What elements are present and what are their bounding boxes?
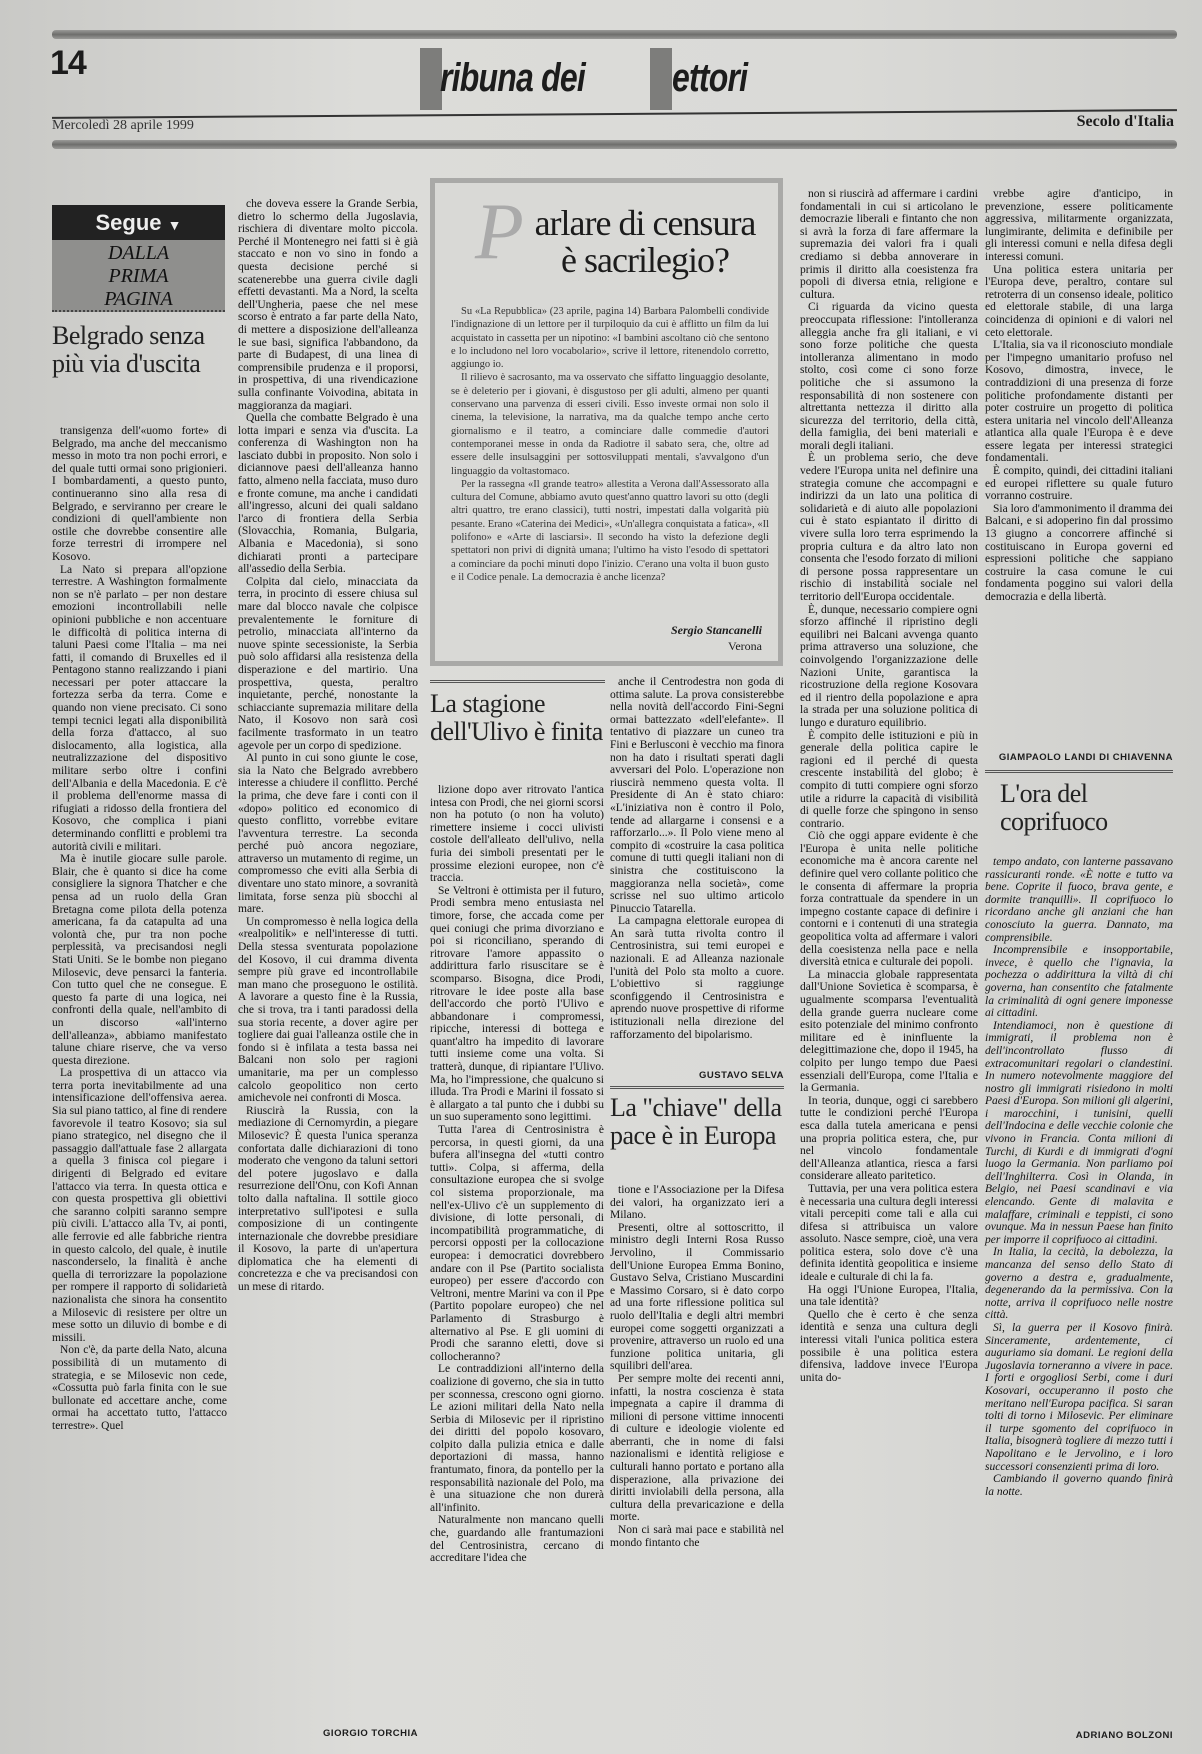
paragraph: Cambiando il governo quando finirà la notte. [985, 1473, 1173, 1498]
arrow-down-icon: ▼ [167, 217, 182, 233]
letter-city: Verona [728, 639, 762, 653]
paragraph: Una politica estera unitaria per l'Europa deve, peraltro, contare sul retroterra di un consenso ideale, politico ed elettorale stabile, di una larga coincidenza di opinioni e di valori nel ceto elettorale. [985, 263, 1173, 339]
paragraph: Non ci sarà mai pace e stabilità nel mondo fintanto che [610, 1524, 784, 1549]
segue-label: Segue [95, 210, 162, 235]
issue-date: Mercoledì 28 aprile 1999 [52, 118, 194, 133]
paragraph: non si riuscirà ad affermare i cardini fondamentali in cui si articolano le democrazie liberali e fintanto che non si avrà la forza di fare affermare la supremazia dei valori fra i quali crediamo si debba annoverare in primis il diritto alla coesistenza fra popoli di diversa etnia, religione e cultura. [800, 188, 978, 301]
header-bottom-rule [52, 140, 1177, 149]
segue-sub: PRIMA [108, 265, 169, 287]
paragraph: che doveva essere la Grande Serbia, dietro lo schermo della Jugoslavia, rischiera di diventare molto piccola. Perché il Montenegro nei fatti si è già staccato e non vo sino in fondo a questa decisione perché si scatenerebbe una guerra civile dagli effetti devastanti. Ma a Nord, la scelta dell'Ungheria, paese che nel mese scorso è entrato a far parte della Nato, di mettere a disposizione dell'alleanza le sue basi, significa l'abbandono, da parte di Budapest, di una linea di comprensibile prudenza e il proporsi, in prospettiva, di una rivendicazione sulla confinante Voivodina, abitata in maggioranza da magiari. [238, 198, 418, 412]
paragraph: Ciò che oggi appare evidente è che l'Europa è unita nelle politiche economiche ma è ancora carente nel definire quel vero collante politico che le consenta di affermare la propria forza contrattuale da spendere in un impegno costante capace di definire i contorni e i contenuti di una strategia geopolitica volta ad affermare i valori della coesistenza nella pace e nella diversità etnica e culturale dei popoli. [800, 830, 978, 969]
paragraph: anche il Centrodestra non goda di ottima salute. La prova consisterebbe nella novità dell'accordo Fini-Segni ormai battezzato «dell'elefante». Il tentativo di piazzare un cuneo tra Fini e Berlusconi è vecchio ma finora non ha dato i risultati sperati dagli avversari del Polo. L'operazione non riuscirà nemmeno questa volta. Il Presidente di An è stato chiaro: «L'iniziativa non è contro il Polo, tende ad allargarne i consensi e a rafforzarlo...». Il Polo viene meno al compito di «costruire la casa politica comune di tutti quegli italiani non di sinistra che costituiscono la maggioranza nella società», come scrisse nel suo ultimo articolo Pinuccio Tatarella. [610, 676, 784, 915]
article-column [52, 425, 227, 1433]
paragraph: Per la rassegna «Il grande teatro» allestita a Verona dall'Assessorato alla cultura del Comune, abbiamo avuto quest'anno quattro lavori su otto (degli altri quattro, tre erano classici), tutti nostri, impestati dalla volgarità più pesante. Erano «Caterina dei Medici», «Un'allegra conquistata a fatica», «Il polifono» e «Arte di lasciarsi». Il secondo ha visto la defezione degli spettatori non privi di dignità umana; l'ultimo ha visto l'esodo di spettatori a cominciare da pochi minuti dopo l'inizio. C'erano una volta il buon gusto e il Codice penale. La democrazia è anche licenza? [451, 478, 769, 583]
paragraph: Non c'è, da parte della Nato, alcuna possibilità di un mutamento di strategia, e se Milosevic non cede, «Cossutta può farla finita con le sue bullonate ed accettare anche, come ormai ha accettato tutto, l'attacco terrestre». Quel [52, 1344, 227, 1432]
article-column [238, 198, 418, 1294]
article-column [985, 188, 1173, 604]
paragraph: Su «La Repubblica» (23 aprile, pagina 14) Barbara Palombelli condivide l'indignazione di un lettore per il turpiloquio da cui è afflitto un film da lui acquistato in cassetta per un nipotino: «I bambini ascoltano ciò che sentono e lo includono nel loro vocabolario», scrive il lettore, ritenendolo corretto, aggiungo io. [451, 306, 769, 371]
newspaper-name: Secolo d'Italia [1076, 113, 1174, 130]
paragraph: Sia loro d'ammonimento il dramma dei Balcani, e si adoperino fin dal prossimo 13 giugno a concorrere affinché si costituiscano in Europa governi ed espressioni politiche che sappiano costruire la casa comune le cui fondamenta poggino sui valori della democrazia e della libertà. [985, 502, 1173, 603]
masthead [420, 44, 810, 114]
top-rule [52, 30, 1177, 39]
paragraph: Il rilievo è sacrosanto, ma va osservato che siffatto linguaggio desolante, se è deleterio per i giovani, è disgustoso per gli adulti, almeno per quanti conservano una parvenza di esseri civili. Esso investe ormai non solo il cinema, la televisione, la narrativa, ma da qualche tempo anche certo giornalismo e il teatro, a cominciare dalle commedie d'autori contemporanei messe in onda da Radiotre il sabato sera, che, oltre ad essere delle insulsaggini per sottosviluppati mentali, s'avvalgono d'un linguaggio da voltastomaco. [451, 372, 769, 477]
byline: GIORGIO TORCHIA [323, 1728, 418, 1739]
masthead-title-part2: ettori [672, 56, 748, 100]
segue-sub: PAGINA [104, 288, 173, 310]
divider [430, 680, 605, 683]
paragraph: Un compromesso è nella logica della «realpolitik» e nell'interesse di tutti. Della stessa sventurata popolazione del Kosovo, il cui dramma diventa sempre più grave ed incontrollabile man mano che proseguono le ostilità. A lavorare a questo fine è la Russia, che si trova, tra i tanti paradossi della sua storia recente, a dover agire per togliere dai guai l'alleanza ostile che in fondo si è infilata a testa bassa nei Balcani non solo per ragioni umanitarie, ma per un complesso calcolo geopolitico non certo amichevole nei confronti di Mosca. [238, 915, 418, 1105]
paragraph: Per sempre molte dei recenti anni, infatti, la nostra coscienza è stata impegnata a capire il dramma di milioni di persone vittime innocenti di culture e ideologie violente ed aberranti, che in nome di falsi nazionalismi e identità religiose e culturali hanno portato e portano alla disperazione, alla privazione dei diritti inviolabili della persona, alla cultura della prevaricazione e della morte. [610, 1372, 784, 1524]
paragraph: vrebbe agire d'anticipo, in prevenzione, essere politicamente aggressiva, militarmente organizzata, lungimirante, delimita e definibile per gli interessi comuni e nella difesa degli interessi comuni. [985, 188, 1173, 263]
divider [610, 1086, 784, 1089]
masthead-title-part1: ribuna dei [440, 56, 585, 100]
paragraph: La prospettiva di un attacco via terra porta inevitabilmente ad una intensificazione dell'offensiva aerea. Sia sul piano tattico, al fine di rendere favorevole il teatro Kosovo; sia sul piano strategico, nel disegno che il passaggio dall'attuale fase 2 allargata a quella 3 finisca col piegare i dirigenti di Belgrado ed evitare l'attacco via terra. In questa ottica e con questa prospettiva gli obiettivi che saranno colpiti saranno sempre più civili. L'attacco alla Tv, ai ponti, alle ferrovie ed alle fabbriche rientra in questo calcolo, del quale, è inutile nasconderselo, la finalità è anche quella di terrorizzare la popolazione per rompere il rapporto di solidarietà nazionalista che sinora ha consentito a Milosevic di resistere per oltre un mese sotto un diluvio di bombe e di missili. [52, 1067, 227, 1344]
paragraph: Ha oggi l'Unione Europea, l'Italia, una tale identità? [800, 1283, 978, 1309]
paragraph: Ci riguarda da vicino questa preoccupata riflessione: l'intolleranza alleggia anche fra gli italiani, e vi sono forze politiche che questa intolleranza alimentano in modo stolto, così come ci sono forze politiche che si assumono la responsabilità di non sostenere con altrettanta nettezza il diritto alla sicurezza del territorio, della città, della famiglia, dei beni materiali e morali degli italiani. [800, 301, 978, 452]
article-headline: La "chiave" della pace è in Europa [610, 1093, 782, 1150]
paragraph: tione e l'Associazione per la Difesa dei valori, ha organizzato ieri a Milano. [610, 1184, 784, 1222]
paragraph: Intendiamoci, non è questione di immigrati, il problema non è dell'incontrollato flusso di extracomunitari regolari o clandestini. In numero notevolmente maggiore del nostro gli immigrati risiedono in molti Paesi d'Europa. Son milioni gli algerini, i marocchini, i tunisini, quelli dell'Indocina e delle vecchie colonie che vivono in Francia. Conta milioni di Turchi, di Kurdi e di immigrati d'ogni luogo la Germania. Non parliamo poi dell'Inghilterra. Così in Olanda, in Belgio, nei Paesi scandinavi e via elencando. Gente di malavita e malaffare, criminali e teppisti, ci sono ovunque. Ma in nessun Paese han finito per imporre il coprifuoco ai cittadini. [985, 1019, 1173, 1246]
paragraph: È compito delle istituzioni e più in generale della politica capire le ragioni ed il perché di questa crescente instabilità del globo; è compito di tutti compiere ogni sforzo utile a ridurre la capacità di visibilità di quelle forze che spingono in senso contrario. [800, 729, 978, 830]
letter-title: arlare di censura è sacrilegio? [534, 203, 756, 280]
paragraph: Tuttavia, per una vera politica estera è necessaria una cultura degli interessi vitali percepiti come tali e alla cui difesa si attribuisca un valore assoluto. Nasce sempre, cioè, una vera politica estera, solo dove c'è una definita identità geopolitica e insieme ideale e culturale di chi la fa. [800, 1182, 978, 1284]
paragraph: Le contraddizioni all'interno della coalizione di governo, che sia in tutto per sconnessa, crescono ogni giorno. Le azioni militari della Nato nella Serbia di Milosevic per il ripristino dei diritti del popolo kosovaro, colpito dalla pulizia etnica e dalle deportazioni di massa, hanno frantumato, finora, da pontello per la responsabilità nazionale del Polo, ma è una situazione che non durerà all'infinito. [430, 1363, 604, 1514]
paragraph: Quella che combatte Belgrado è una lotta impari e senza via d'uscita. La conferenza di Washington non ha lasciato dubbi in proposito. Non solo i diciannove paesi dell'alleanza hanno fatto, almeno nella facciata, muso duro e fronte comune, ma anche i candidati all'ingresso, alcuni dei quali saldano l'arco di frontiera della Serbia (Slovacchia, Romania, Bulgaria, Albania e Macedonia), si sono dichiarati pronti a partecipare all'assedio della Serbia. [238, 412, 418, 576]
article-headline: L'ora del coprifuoco [1000, 779, 1108, 836]
paragraph: È un problema serio, che deve vedere l'Europa unita nel definire una strategia comune che accompagni e indirizzi da un lato una politica di solidarietà e di aiuto alle popolazioni cui è stato espiantato il diritto di vivere sulla loro terra esprimendo la propria cultura e da altro lato non consenta che l'esodo forzato di milioni di persone possa rappresentare un rischio di instabilità sociale nel territorio dell'Europa occidentale. [800, 452, 978, 603]
article-column [430, 784, 604, 1565]
article-headline: Belgrado senza più via d'uscita [52, 321, 205, 378]
paragraph: Se Veltroni è ottimista per il futuro, Prodi sembra meno entusiasta nel timore, forse, che accada come per quei coniugi che prima divorziano e poi si riconciliano, sperando di ritrovare l'amore appassito o addirittura farlo risuscitare se è scomparso. Bisogna, dice Prodi, ritrovare le idee poste alla base dell'accordo che portò l'Ulivo e abbandonare i compromessi, ripicche, interessi di bottega e quant'altro ha impedito di lavorare tutti insieme come una volta. Si tratterà, dunque, di ripiantare l'Ulivo. Ma, ho l'impressione, che qualcuno si illuda. Tra Prodi e Marini il fossato si è allargato a tal punto che i dubbi su un suo superamento sono legittimi. [430, 884, 604, 1124]
article-headline: La stagione dell'Ulivo è finita [430, 689, 603, 746]
paragraph: Colpita dal cielo, minacciata da terra, in procinto di essere chiusa sul mare dal blocco navale che colpisce prevalentemente le forniture di petrolio, minacciata all'interno da nuove spinte secessioniste, la Serbia può solo affidarsi alla resistenza della disperazione e del martirio. Una prospettiva, questa, peraltro inquietante, perché, nonostante la schiacciante supremazia militare della Nato, il Kosovo non sarà così facilmente trasformato in un teatro agevole per un corpo di spedizione. [238, 575, 418, 752]
paragraph: La minaccia globale rappresentata dall'Unione Sovietica è scomparsa, è ugualmente scomparsa l'eventualità della grande guerra nucleare come esito potenziale del minimo confronto militare ed è ininfluente la delegittimazione che, dopo il 1945, ha colpito per lungo tempo due Paesi essenziali dell'Europa, come l'Italia e la Germania. [800, 968, 978, 1095]
letter-box [430, 178, 783, 666]
paragraph: Sì, la guerra per il Kosovo finirà. Sinceramente, ardentemente, ci auguriamo sia domani. Le regioni della Jugoslavia torneranno a vivere in pace. I forti e orgogliosi Serbi, come i duri Kosovari, occuperanno il posto che meritano nell'Europa pacifica. Si saran tolti di torno i Milosevic. Per eliminare il turpe sgomento del coprifuoco in Italia, bisognerà togliere di mezzo tutti i Napolitano e le Jervolino, e i loro successori consenzienti prima di loro. [985, 1321, 1173, 1473]
paragraph: lizione dopo aver ritrovato l'antica intesa con Prodi, che nei giorni scorsi non ha potuto (o non ha voluto) rimettere insieme i cocci ulivisti costole dell'alleato dell'ulivo, nella furia dei simboli presentati per le prossime elezioni europee, non c'è traccia. [430, 784, 604, 885]
paragraph: Ma è inutile giocare sulle parole. Blair, che è quanto si dice ha come consigliere la signora Thatcher e che pensa ad un ruolo della Gran Bretagna come pilota della potenza americana, fa da catapulta ad una volontà che, pur tra non poche perplessità, va precisandosi negli Stati Uniti. Se le bombe non piegano Milosevic, deve pensarci la fanteria. Con tutto quel che ne consegue. E questo fa parte di una logica, nei confronti della quale, nell'ambito di un discorso «all'interno dell'alleanza», abbiamo manifestato talune chiare riserve, che va verso questa direzione. [52, 853, 227, 1067]
article-column [610, 676, 784, 1041]
drop-cap: P [475, 188, 524, 276]
segue-box [52, 205, 225, 312]
paragraph: Al punto in cui sono giunte le cose, sia la Nato che Belgrado avrebbero interesse a chiudere il conflitto. Perché la prima, che deve fare i conti con il «dopo» politico ed economico di questo conflitto, vorrebbe evitare l'avventura terrestre. La seconda perché può ancora negoziare, attraverso un mutamento di regime, un compromesso che eviti alla Serbia di diventare uno stato minore, a sovranità limitata, forse senza più sbocchi al mare. [238, 752, 418, 916]
paragraph: Naturalmente non mancano quelli che, guardando alle frantumazioni del Centrosinistra, cercano di accreditare l'idea che [430, 1514, 604, 1565]
segue-sub: DALLA [107, 242, 170, 264]
paragraph: È compito, quindi, dei cittadini italiani ed europei riflettere su quale futuro vorranno costruire. [985, 465, 1173, 503]
paragraph: Incomprensibile e insopportabile, invece, è quello che l'ignavia, la pochezza o addirittura la viltà di chi governa, han consentito che fatalmente la criminalità di ogni genere imponesse ai cittadini. [985, 944, 1173, 1020]
paragraph: In teoria, dunque, oggi ci sarebbero tutte le condizioni perché l'Europa esca dalla tutela americana e pensi una propria politica estera, che, pur nel vincolo fondamentale dell'Alleanza atlantica, riesca a farsi considerare alleato paritetico. [800, 1094, 978, 1183]
paragraph: Presenti, oltre al sottoscritto, il ministro degli Interni Rosa Russo Jervolino, il Commissario dell'Unione Europea Emma Bonino, Gustavo Selva, Cristiano Muscardini e Massimo Corsaro, si è dato corpo ad una forte riflessione politica sul ruolo dell'Italia e degli altri membri europei come soggetti organizzati a provenire, attraverso un ruolo ed una funzione politica unitaria, gli squilibri dell'area. [610, 1221, 784, 1373]
byline: GIAMPAOLO LANDI DI CHIAVENNA [998, 752, 1173, 763]
paragraph: La campagna elettorale europea di An sarà tutta rivolta contro il Centrosinistra, sui temi europei e nazionali. E ad Alleanza nazionale l'unità del Polo sta molto a cuore. L'obiettivo si raggiunge sconfiggendo il Centrosinistra e aprendo nuove prospettive di riforme istituzionali nella direzione del rafforzamento del bipolarismo. [610, 915, 784, 1041]
paragraph: tempo andato, con lanterne passavano rassicuranti ronde. «È notte e tutto va bene. Coprite il fuoco, brava gente, e dormite tranquilli». Il coprifuoco lo ricordano anche gli anziani che han conosciuto la guerra. Dannato, ma comprensibile. [985, 856, 1173, 944]
paragraph: L'Italia, sia va il riconosciuto mondiale per l'impegno umanitario profuso nel Kosovo, dimostra, invece, le contraddizioni di una presenza di forze politiche profondamente distanti per poter costruire un progetto di politica estera unitaria nel vincolo dell'Alleanza atlantica alla quale l'Europa è e deve essere legata per interessi strategici fondamentali. [985, 339, 1173, 465]
paragraph: In Italia, la cecità, la debolezza, la mancanza del senso dello Stato di governo a destra e, gradualmente, degenerando da la permissiva. Con la notte, arriva il coprifuoco nelle nostre città. [985, 1246, 1173, 1322]
byline: ADRIANO BOLZONI [1075, 1730, 1173, 1741]
page-number: 14 [50, 44, 86, 82]
paragraph: La Nato si prepara all'opzione terrestre. A Washington formalmente non se n'è parlato – per non destare emozioni incontrollabili nelle opinioni pubbliche e non accentuare le difficoltà di politica interna di taluni Paesi come l'Italia – ma nei fatti, il comando di Bruxelles ed il Pentagono stanno realizzando i piani necessari per poter attaccare la fortezza serba da terra. Come e quando non viene precisato. Ci sono tempi tecnici legati alla disponibilità della forza d'attacco, al suo dislocamento, alla logistica, alla neutralizzazione del dispositivo militare serbo oltre i confini dell'Albania e della Macedonia. E c'è il problema dell'enorme massa di rifugiati a ridosso della frontiera del Kosovo, che complica i piani determinando conflitti e problemi tra autorità civili e militari. [52, 563, 227, 853]
article-column [610, 1184, 784, 1549]
paragraph: Tutta l'area di Centrosinistra è percorsa, in questi giorni, da una bufera all'insegna del «tutti contro tutti». Colpa, si afferma, della consultazione europea che si svolge col sistema proporzionale, ma nell'ex-Ulivo c'è un supplemento di divisione, di lotte personali, di incompatibilità programmatiche, di percorsi opposti per la collocazione europea: i democratici dovrebbero andare con il Pse (Partito socialista europeo) per essere d'accordo con Veltroni, mentre Marini va con il Ppe (Partito popolare europeo) che nel Parlamento di Strasburgo è alternativo al Pse. E gli uomini di Prodi che saranno eletti, dove si collocheranno? [430, 1124, 604, 1363]
article-column [985, 856, 1173, 1498]
paragraph: Quello che è certo è che senza identità e senza una cultura degli interessi vitali l'unica politica estera possibile è una politica estera difensiva, laddove invece l'Europa unita do- [800, 1308, 978, 1384]
article-column [800, 188, 978, 1384]
letter-body [451, 305, 769, 584]
letter-signature: Sergio Stancanelli [670, 623, 762, 637]
divider [985, 770, 1173, 773]
paragraph: È, dunque, necessario compiere ogni sforzo affinché il ripristino degli equilibri nei Balcani avvenga quanto prima attraverso una soluzione, che coinvolgendo l'organizzazione delle Nazioni Unite, garantisca la ricostruzione della regione Kosovara ed il rientro della popolazione e apra la strada per una soluzione politica di lungo e duraturo equilibrio. [800, 603, 978, 729]
paragraph: Riuscirà la Russia, con la mediazione di Cernomyrdin, a piegare Milosevic? È questa l'unica speranza confortata dalle dichiarazioni di tono moderato che vengono da taluni settori del potere jugoslavo e dalla resurrezione dell'Onu, con Kofi Annan tolto dalla naftalina. Il sottile gioco interpretativo sull'ipotesi e sulla composizione di un contingente internazionale che dovrebbe presidiare il Kosovo, la parte di un'apertura diplomatica che ha elementi di concretezza e che va precisandosi con un mese di ritardo. [238, 1104, 418, 1294]
byline: GUSTAVO SELVA [699, 1070, 784, 1081]
paragraph: transigenza dell'«uomo forte» di Belgrado, ma anche del meccanismo messo in moto tra non pochi errori, e del quale tutti ormai sono prigionieri. I bombardamenti, a questo punto, continueranno sino alla resa di Belgrado, e serviranno per creare le condizioni di quell'ambiente non ostile che dovrebbe consentire alle forze terrestri di irrompere nel Kosovo. [52, 425, 227, 563]
